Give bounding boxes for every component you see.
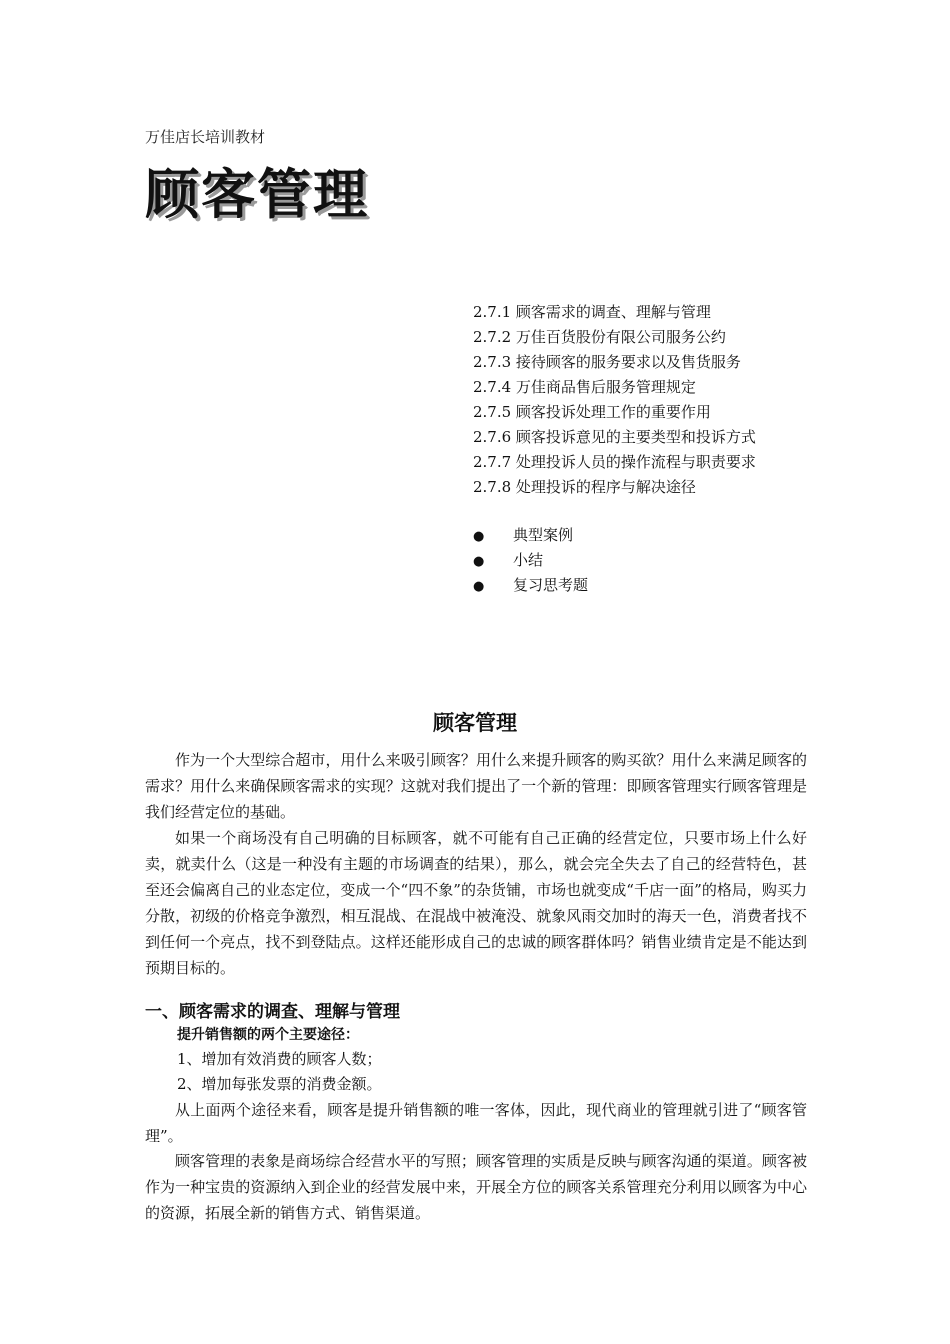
part1-list-item: 1、增加有效消费的顾客人数； bbox=[177, 1050, 382, 1068]
table-of-contents bbox=[473, 300, 756, 500]
bullet-label: 小结 bbox=[513, 551, 544, 569]
toc-item: 2.7.5 顾客投诉处理工作的重要作用 bbox=[473, 403, 711, 421]
part1-subheading: 提升销售额的两个主要途径： bbox=[177, 1027, 359, 1043]
part1-paragraph: 从上面两个途径来看，顾客是提升销售额的唯一客体，因此，现代商业的管理就引进了“顾客管理”。 bbox=[145, 1101, 807, 1145]
part1-list-item: 2、增加每张发票的消费金额。 bbox=[177, 1075, 382, 1093]
part1-paragraph: 顾客管理的表象是商场综合经营水平的写照；顾客管理的实质是反映与顾客沟通的渠道。顾客被作为一种宝贵的资源纳入到企业的经营发展中来，开展全方位的顾客关系管理充分利用以顾客为中心的资源，拓展全新的销售方式、销售渠道。 bbox=[145, 1152, 807, 1222]
bullet-item bbox=[473, 523, 588, 548]
bullet-label: 复习思考题 bbox=[513, 576, 589, 594]
intro-paragraph: 如果一个商场没有自己明确的目标顾客，就不可能有自己正确的经营定位，只要市场上什么好卖，就卖什么（这是一种没有主题的市场调查的结果），那么，就会完全失去了自己的经营特色，甚至还会偏离自己的业态定位，变成一个“四不象”的杂货铺，市场也就变成“千店一面”的格局，购买力分散，初级的价格竞争激烈，相互混战、在混战中被淹没、就象风雨交加时的海天一色，消费者找不到任何一个亮点，找不到登陆点。这样还能形成自己的忠诚的顾客群体吗？销售业绩肯定是不能达到预期目标的。 bbox=[145, 829, 807, 977]
intro-paragraph: 作为一个大型综合超市，用什么来吸引顾客？用什么来提升顾客的购买欲？用什么来满足顾客的需求？用什么来确保顾客需求的实现？这就对我们提出了一个新的管理：即顾客管理实行顾客管理是我们经营定位的基础。 bbox=[145, 751, 807, 821]
toc-item: 2.7.2 万佳百货股份有限公司服务公约 bbox=[473, 328, 726, 346]
bullet-item bbox=[473, 548, 588, 573]
toc-item: 2.7.6 顾客投诉意见的主要类型和投诉方式 bbox=[473, 428, 756, 446]
bullet-dot-icon: ● bbox=[473, 529, 485, 544]
bullet-item bbox=[473, 573, 588, 598]
toc-item: 2.7.3 接待顾客的服务要求以及售货服务 bbox=[473, 353, 741, 371]
bullet-dot-icon: ● bbox=[473, 579, 485, 594]
section-title: 顾客管理 bbox=[433, 711, 517, 735]
toc-item: 2.7.7 处理投诉人员的操作流程与职责要求 bbox=[473, 453, 756, 471]
part1-heading: 一、顾客需求的调查、理解与管理 bbox=[145, 1002, 400, 1022]
toc-item: 2.7.8 处理投诉的程序与解决途径 bbox=[473, 478, 696, 496]
document-title: 顾客管理 bbox=[145, 163, 369, 226]
document-subtitle: 万佳店长培训教材 bbox=[145, 128, 266, 146]
bullet-dot-icon: ● bbox=[473, 554, 485, 569]
toc-item: 2.7.1 顾客需求的调查、理解与管理 bbox=[473, 303, 711, 321]
bullet-label: 典型案例 bbox=[513, 526, 574, 544]
toc-item: 2.7.4 万佳商品售后服务管理规定 bbox=[473, 378, 696, 396]
extra-sections-list bbox=[473, 523, 588, 598]
